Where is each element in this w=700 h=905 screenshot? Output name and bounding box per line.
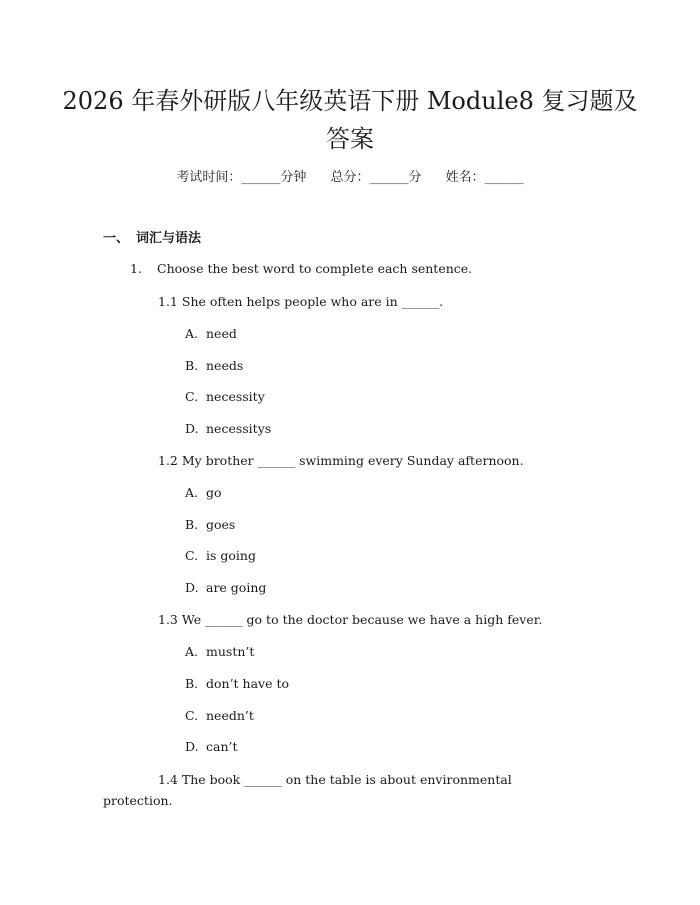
question-item: [103, 769, 583, 811]
option-letter: C.: [185, 389, 199, 404]
option-letter: D.: [185, 421, 199, 436]
option-text: necessitys: [206, 421, 272, 436]
option-text: can’t: [206, 739, 238, 754]
question-item: [158, 451, 524, 471]
option-letter: B.: [185, 358, 199, 373]
question-text: Choose the best word to complete each sentence.: [157, 261, 473, 276]
total-score-unit: 分: [408, 170, 422, 185]
option-text: is going: [206, 548, 256, 563]
student-name: [446, 170, 524, 185]
exam-time-unit: 分钟: [280, 170, 307, 185]
page-title: 2026 年春外研版八年级英语下册 Module8 复习题及答案: [62, 87, 638, 153]
option-text: are going: [206, 580, 267, 595]
exam-time: [176, 170, 306, 185]
item-text: The book ______ on the table is about environmental protection.: [103, 772, 512, 808]
option-text: goes: [206, 517, 236, 532]
answer-option[interactable]: [185, 706, 254, 726]
section-title: 词汇与语法: [136, 231, 202, 246]
answer-option[interactable]: [185, 674, 289, 694]
student-name-blank: ______: [484, 170, 524, 185]
item-number: 1.4: [158, 772, 178, 787]
option-text: mustn’t: [206, 644, 255, 659]
option-letter: A.: [185, 644, 199, 659]
option-letter: A.: [185, 485, 199, 500]
section-number: 一、: [103, 231, 130, 246]
item-number: 1.1: [158, 294, 178, 309]
option-letter: C.: [185, 708, 199, 723]
exam-info: [0, 168, 700, 188]
section-heading: [103, 229, 201, 249]
answer-option[interactable]: [185, 737, 238, 757]
question-item: [158, 292, 443, 312]
option-letter: B.: [185, 676, 199, 691]
option-letter: B.: [185, 517, 199, 532]
item-text: She often helps people who are in ______.: [181, 294, 444, 309]
total-score-label: 总分：: [330, 170, 370, 185]
answer-option[interactable]: [185, 419, 271, 439]
answer-option[interactable]: [185, 356, 243, 376]
answer-option[interactable]: [185, 546, 256, 566]
option-text: needs: [206, 358, 244, 373]
option-text: need: [206, 326, 237, 341]
item-text: We ______ go to the doctor because we have a high fever.: [181, 612, 543, 627]
question-item: [158, 610, 542, 630]
answer-option[interactable]: [185, 642, 254, 662]
option-text: go: [206, 485, 222, 500]
total-score: [330, 170, 421, 185]
item-number: 1.2: [158, 453, 178, 468]
option-letter: D.: [185, 580, 199, 595]
option-letter: C.: [185, 548, 199, 563]
option-letter: A.: [185, 326, 199, 341]
option-text: don’t have to: [206, 676, 290, 691]
total-score-blank: ______: [369, 170, 409, 185]
item-text: My brother ______ swimming every Sunday afternoon.: [181, 453, 524, 468]
answer-option[interactable]: [185, 515, 235, 535]
question-number: 1.: [130, 261, 142, 276]
item-number: 1.3: [158, 612, 178, 627]
question-instruction: [130, 259, 472, 279]
student-name-label: 姓名：: [445, 170, 485, 185]
answer-option[interactable]: [185, 324, 237, 344]
answer-option[interactable]: [185, 387, 265, 407]
answer-option[interactable]: [185, 483, 222, 503]
answer-option[interactable]: [185, 578, 266, 598]
exam-time-label: 考试时间：: [176, 170, 242, 185]
option-letter: D.: [185, 739, 199, 754]
exam-time-blank: ______: [241, 170, 281, 185]
option-text: necessity: [206, 389, 265, 404]
option-text: needn’t: [206, 708, 254, 723]
